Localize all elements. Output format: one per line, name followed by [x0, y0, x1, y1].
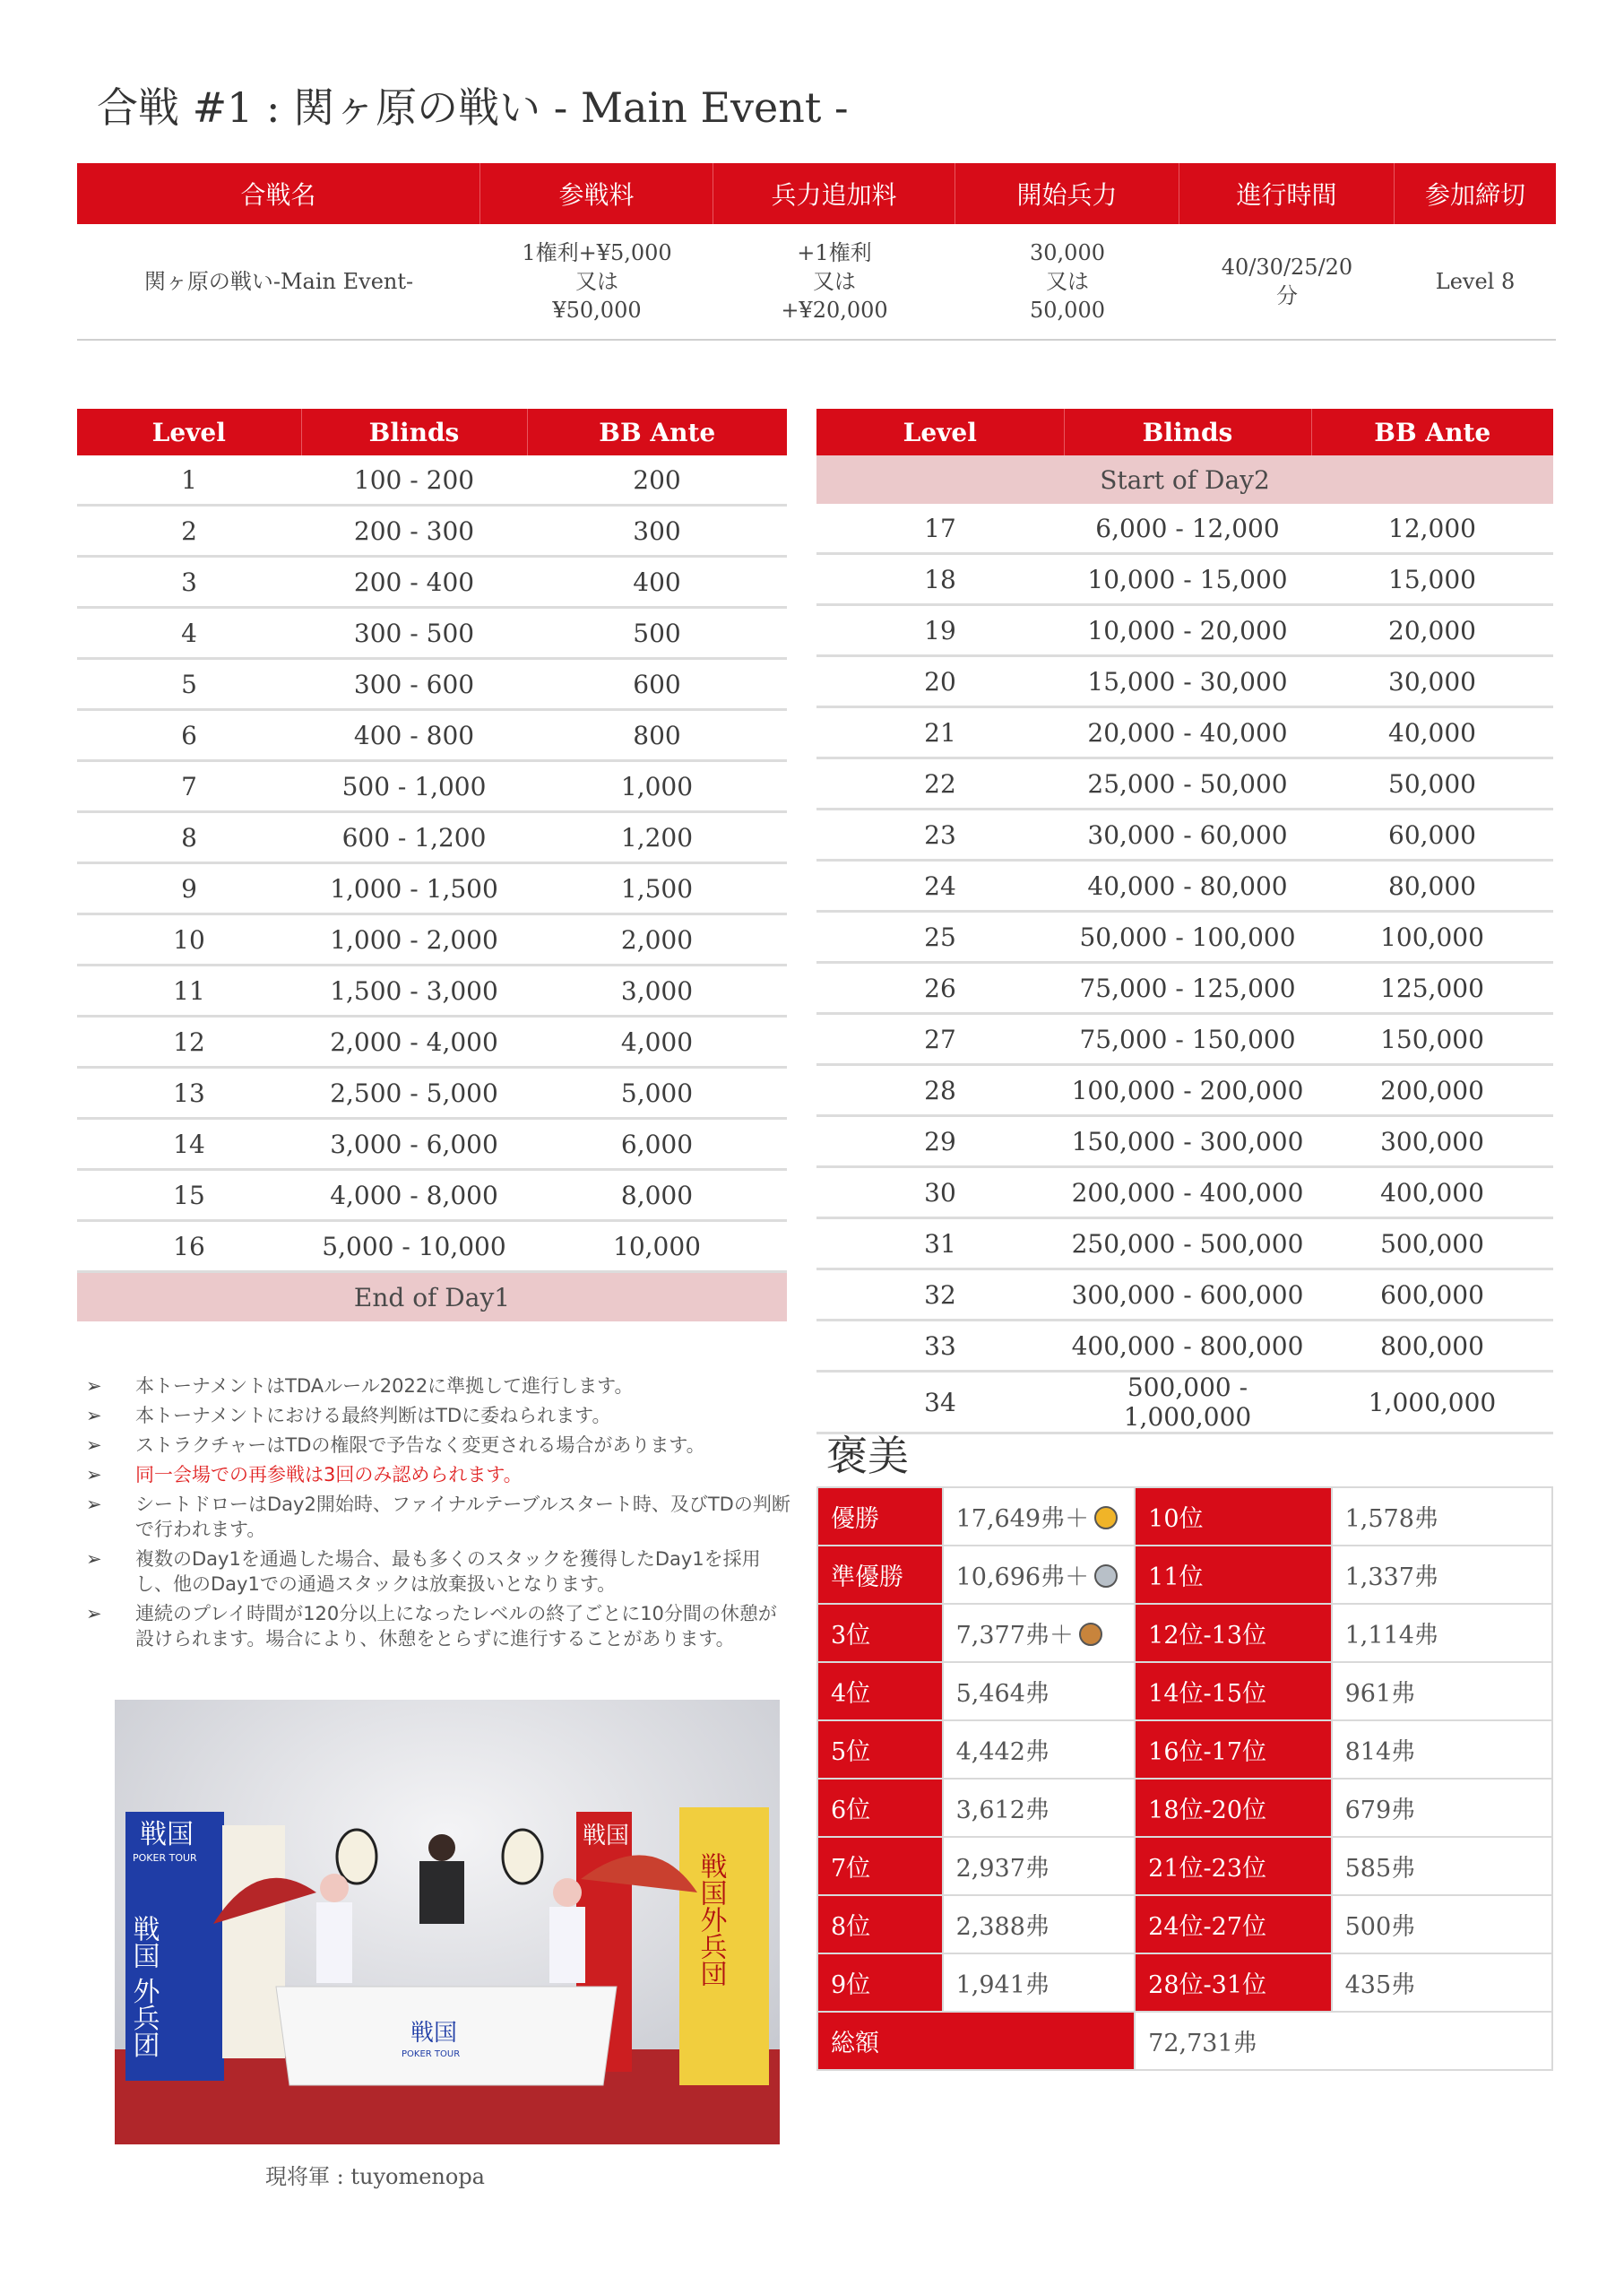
- tournament-notes: [86, 1373, 794, 1656]
- note-text: 本トーナメントはTDAルール2022に準拠して進行します。: [135, 1375, 634, 1397]
- level-cell: 4: [77, 608, 301, 659]
- arrow-bullet-icon: ➢: [86, 1494, 102, 1515]
- table-row: [816, 656, 1553, 707]
- ante-cell: 1,500: [527, 863, 787, 914]
- level-cell: 15: [77, 1170, 301, 1221]
- bb-ante-header: BB Ante: [1311, 409, 1553, 455]
- table-row: [816, 1218, 1553, 1269]
- gold-medal-icon: [1094, 1506, 1118, 1529]
- blinds-cell: 3,000 - 6,000: [301, 1119, 527, 1170]
- level-cell: 21: [816, 707, 1064, 758]
- prize-amount-text: 3,612弗: [955, 1797, 1050, 1824]
- prize-amount-text: 7,377弗＋: [955, 1622, 1074, 1650]
- ante-cell: 2,000: [527, 914, 787, 966]
- ante-cell: 300: [527, 506, 787, 557]
- level-cell: 34: [816, 1372, 1064, 1433]
- table-row: [816, 1167, 1553, 1218]
- place-label: 5位: [817, 1720, 943, 1779]
- arrow-bullet-icon: ➢: [86, 1375, 102, 1397]
- svg-text:POKER TOUR: POKER TOUR: [133, 1852, 197, 1864]
- ante-cell: 30,000: [1311, 656, 1553, 707]
- blinds-cell: 300 - 600: [301, 659, 527, 710]
- table-row: [816, 1269, 1553, 1321]
- ante-cell: 4,000: [527, 1017, 787, 1068]
- level-cell: 11: [77, 966, 301, 1017]
- table-row: [77, 812, 787, 863]
- level-cell: 23: [816, 810, 1064, 861]
- prize-row: [817, 1604, 1552, 1662]
- prize-table: [816, 1486, 1553, 2071]
- blinds-cell: 5,000 - 10,000: [301, 1221, 527, 1272]
- blinds-cell: 500,000 - 1,000,000: [1064, 1372, 1311, 1433]
- ante-cell: 200,000: [1311, 1065, 1553, 1116]
- note-item: [86, 1601, 794, 1651]
- level-header: Level: [77, 409, 301, 455]
- place-label: 優勝: [817, 1487, 943, 1546]
- header-cell: 参戦料: [480, 163, 713, 224]
- ante-cell: 50,000: [1311, 758, 1553, 810]
- ante-cell: 6,000: [527, 1119, 787, 1170]
- level-cell: 24: [816, 861, 1064, 912]
- day1-blind-structure-table: [77, 409, 787, 1321]
- end-of-day1: End of Day1: [77, 1272, 787, 1322]
- header-cell: 合戦名: [77, 163, 480, 224]
- prize-row: [817, 1662, 1552, 1720]
- blinds-cell: 10,000 - 20,000: [1064, 605, 1311, 656]
- prize-row: [817, 1895, 1552, 1953]
- prize-amount: [943, 1546, 1136, 1604]
- note-item: [86, 1462, 794, 1487]
- photo-caption: 現将軍 : tuyomenopa: [265, 2164, 485, 2189]
- level-cell: 22: [816, 758, 1064, 810]
- level-cell: 18: [816, 554, 1064, 605]
- level-cell: 7: [77, 761, 301, 812]
- arrow-bullet-icon: ➢: [86, 1434, 102, 1456]
- blinds-cell: 15,000 - 30,000: [1064, 656, 1311, 707]
- header-cell: 参加締切: [1424, 180, 1525, 210]
- level-cell: 8: [77, 812, 301, 863]
- table-row: [816, 758, 1553, 810]
- blinds-cell: 100 - 200: [301, 455, 527, 506]
- table-row: [77, 761, 787, 812]
- blinds-cell: 30,000 - 60,000: [1064, 810, 1311, 861]
- prize-row: [817, 1953, 1552, 2012]
- event-info-row: [77, 224, 1556, 341]
- prize-amount-text: 2,937弗: [955, 1855, 1050, 1883]
- table-row: [77, 608, 787, 659]
- note-item: [86, 1403, 794, 1428]
- table-row: [816, 1321, 1553, 1372]
- arrow-bullet-icon: ➢: [86, 1464, 102, 1485]
- blinds-cell: 2,500 - 5,000: [301, 1068, 527, 1119]
- table-row: [816, 1014, 1553, 1065]
- table-row: [816, 504, 1553, 554]
- level-cell: 9: [77, 863, 301, 914]
- place-label: 12位-13位: [1135, 1604, 1331, 1662]
- table-row: [816, 1116, 1553, 1167]
- level-cell: 13: [77, 1068, 301, 1119]
- ante-cell: 5,000: [527, 1068, 787, 1119]
- note-text: 連続のプレイ時間が120分以上になったレベルの終了ごとに10分間の休憩が設けられます。場合により、休憩をとらずに進行することがあります。: [135, 1603, 777, 1650]
- place-label: 4位: [817, 1662, 943, 1720]
- ante-cell: 10,000: [527, 1221, 787, 1272]
- arrow-bullet-icon: ➢: [86, 1405, 102, 1426]
- svg-text:戦国 外兵团: 戦国 外兵团: [127, 1915, 160, 2058]
- arrow-bullet-icon: ➢: [86, 1548, 102, 1570]
- blinds-cell: 40,000 - 80,000: [1064, 861, 1311, 912]
- ante-cell: 12,000: [1311, 504, 1553, 554]
- table-row: [77, 455, 787, 506]
- prize-amount: 1,337弗: [1332, 1546, 1552, 1604]
- level-cell: 31: [816, 1218, 1064, 1269]
- place-label: 6位: [817, 1779, 943, 1837]
- ante-cell: 1,200: [527, 812, 787, 863]
- level-cell: 28: [816, 1065, 1064, 1116]
- prize-amount: [943, 1953, 1136, 2012]
- place-label: 11位: [1135, 1546, 1331, 1604]
- ante-cell: 80,000: [1311, 861, 1553, 912]
- ante-cell: 125,000: [1311, 963, 1553, 1014]
- prize-amount: [943, 1895, 1136, 1953]
- day2-rows: [816, 455, 1553, 1433]
- table-row: [77, 557, 787, 608]
- late-registration: Level 8: [1435, 269, 1516, 294]
- level-cell: 26: [816, 963, 1064, 1014]
- table-row: [77, 1221, 787, 1272]
- svg-text:POKER TOUR: POKER TOUR: [402, 2049, 461, 2059]
- header-cell: 開始兵力: [955, 163, 1179, 224]
- header-cell: 進行時間: [1179, 163, 1395, 224]
- table-row: [77, 1119, 787, 1170]
- level-duration: 40/30/25/20 分: [1221, 255, 1353, 308]
- place-label: 24位-27位: [1135, 1895, 1331, 1953]
- ante-cell: 15,000: [1311, 554, 1553, 605]
- place-label: 14位-15位: [1135, 1662, 1331, 1720]
- blinds-cell: 400 - 800: [301, 710, 527, 761]
- svg-text:戦国: 戦国: [140, 1819, 194, 1850]
- level-cell: 30: [816, 1167, 1064, 1218]
- note-text: シートドローはDay2開始時、ファイナルテーブルスタート時、及びTDの判断で行われます。: [135, 1494, 790, 1540]
- level-header: Level: [816, 409, 1064, 455]
- bb-ante-header: BB Ante: [527, 409, 787, 455]
- prize-row: [817, 1487, 1552, 1546]
- blinds-cell: 25,000 - 50,000: [1064, 758, 1311, 810]
- blinds-cell: 100,000 - 200,000: [1064, 1065, 1311, 1116]
- blinds-cell: 1,000 - 1,500: [301, 863, 527, 914]
- prize-amount: 500弗: [1332, 1895, 1552, 1953]
- table-row: [816, 1372, 1553, 1433]
- prize-amount-text: 17,649弗＋: [955, 1505, 1090, 1533]
- prize-amount: [943, 1720, 1136, 1779]
- prize-amount: 1,578弗: [1332, 1487, 1552, 1546]
- blinds-header: Blinds: [301, 409, 527, 455]
- blinds-cell: 300 - 500: [301, 608, 527, 659]
- prize-amount-text: 2,388弗: [955, 1913, 1050, 1941]
- header-cell: 兵力追加料: [713, 163, 955, 224]
- svg-text:戦国: 戦国: [583, 1823, 630, 1849]
- place-label: 3位: [817, 1604, 943, 1662]
- ante-cell: 1,000: [527, 761, 787, 812]
- prize-amount: 435弗: [1332, 1953, 1552, 2012]
- prize-amount: 814弗: [1332, 1720, 1552, 1779]
- prize-amount: 679弗: [1332, 1779, 1552, 1837]
- level-cell: 6: [77, 710, 301, 761]
- level-cell: 25: [816, 912, 1064, 963]
- prize-amount-text: 10,696弗＋: [955, 1563, 1090, 1591]
- level-cell: 3: [77, 557, 301, 608]
- blinds-cell: 75,000 - 150,000: [1064, 1014, 1311, 1065]
- silver-medal-icon: [1094, 1564, 1118, 1588]
- ante-cell: 500,000: [1311, 1218, 1553, 1269]
- prize-row: [817, 1837, 1552, 1895]
- blinds-cell: 4,000 - 8,000: [301, 1170, 527, 1221]
- total-row: [817, 2012, 1552, 2070]
- table-row: [77, 710, 787, 761]
- level-cell: 20: [816, 656, 1064, 707]
- place-label: 21位-23位: [1135, 1837, 1331, 1895]
- addon-fee: +1権利 又は +¥20,000: [781, 240, 888, 323]
- prize-row: [817, 1546, 1552, 1604]
- ante-cell: 40,000: [1311, 707, 1553, 758]
- level-cell: 33: [816, 1321, 1064, 1372]
- place-label: 10位: [1135, 1487, 1331, 1546]
- place-label: 16位-17位: [1135, 1720, 1331, 1779]
- prize-amount: [943, 1604, 1136, 1662]
- ante-cell: 20,000: [1311, 605, 1553, 656]
- table-row: [77, 1017, 787, 1068]
- ante-cell: 150,000: [1311, 1014, 1553, 1065]
- table-row: [816, 605, 1553, 656]
- event-info-header: [77, 163, 1556, 224]
- total-label: 総額: [817, 2012, 1135, 2070]
- blinds-cell: 500 - 1,000: [301, 761, 527, 812]
- prize-amount: 1,114弗: [1332, 1604, 1552, 1662]
- day-divider-row: [816, 455, 1553, 504]
- table-row: [816, 810, 1553, 861]
- note-item: [86, 1546, 794, 1597]
- table-row: [77, 659, 787, 710]
- level-cell: 10: [77, 914, 301, 966]
- bronze-medal-icon: [1079, 1623, 1102, 1646]
- starting-stack: 30,000 又は 50,000: [1030, 240, 1105, 323]
- blinds-cell: 250,000 - 500,000: [1064, 1218, 1311, 1269]
- ante-cell: 200: [527, 455, 787, 506]
- start-of-day2: Start of Day2: [816, 455, 1553, 504]
- level-cell: 14: [77, 1119, 301, 1170]
- svg-text:戦国外兵団: 戦国外兵団: [695, 1852, 727, 1987]
- table-row: [77, 506, 787, 557]
- ante-cell: 600,000: [1311, 1269, 1553, 1321]
- prize-amount: [943, 1837, 1136, 1895]
- day-divider-row: [77, 1272, 787, 1322]
- prize-amount: 961弗: [1332, 1662, 1552, 1720]
- table-row: [816, 554, 1553, 605]
- entry-fee: 1権利+¥5,000 又は ¥50,000: [522, 240, 672, 323]
- prize-amount: 585弗: [1332, 1837, 1552, 1895]
- place-label: 28位-31位: [1135, 1953, 1331, 2012]
- table-row: [816, 912, 1553, 963]
- blinds-cell: 200,000 - 400,000: [1064, 1167, 1311, 1218]
- ante-cell: 8,000: [527, 1170, 787, 1221]
- level-cell: 32: [816, 1269, 1064, 1321]
- prize-amount: [943, 1487, 1136, 1546]
- prize-amount: [943, 1779, 1136, 1837]
- level-cell: 27: [816, 1014, 1064, 1065]
- day1-rows: [77, 455, 787, 1321]
- note-text: ストラクチャーはTDの権限で予告なく変更される場合があります。: [135, 1434, 705, 1456]
- level-cell: 1: [77, 455, 301, 506]
- ante-cell: 500: [527, 608, 787, 659]
- note-text: 複数のDay1を通過した場合、最も多くのスタックを獲得したDay1を採用し、他のDay1での通過スタックは放棄扱いとなります。: [135, 1548, 761, 1595]
- table-row: [77, 914, 787, 966]
- event-name: 関ヶ原の戦い-Main Event-: [143, 269, 414, 294]
- ante-cell: 800: [527, 710, 787, 761]
- ante-cell: 800,000: [1311, 1321, 1553, 1372]
- prize-amount-text: 5,464弗: [955, 1680, 1050, 1708]
- prize-title: 褒美: [826, 1432, 909, 1480]
- note-text: 同一会場での再参戦は3回のみ認められます。: [135, 1464, 523, 1485]
- table-row: [816, 963, 1553, 1014]
- total-amount: 72,731弗: [1135, 2012, 1552, 2070]
- place-label: 18位-20位: [1135, 1779, 1331, 1837]
- blinds-cell: 300,000 - 600,000: [1064, 1269, 1311, 1321]
- prize-amount: [943, 1662, 1136, 1720]
- place-label: 準優勝: [817, 1546, 943, 1604]
- place-label: 7位: [817, 1837, 943, 1895]
- note-item: [86, 1492, 794, 1542]
- blinds-cell: 75,000 - 125,000: [1064, 963, 1311, 1014]
- table-row: [77, 863, 787, 914]
- event-photo: [115, 1700, 780, 2144]
- prize-amount-text: 1,941弗: [955, 1971, 1050, 1999]
- blinds-cell: 6,000 - 12,000: [1064, 504, 1311, 554]
- page-title: 合戦 #1 : 関ヶ原の戦い - Main Event -: [97, 83, 849, 132]
- level-cell: 17: [816, 504, 1064, 554]
- level-cell: 2: [77, 506, 301, 557]
- ante-cell: 400: [527, 557, 787, 608]
- blinds-cell: 150,000 - 300,000: [1064, 1116, 1311, 1167]
- blinds-cell: 2,000 - 4,000: [301, 1017, 527, 1068]
- blinds-cell: 10,000 - 15,000: [1064, 554, 1311, 605]
- prize-row: [817, 1720, 1552, 1779]
- table-row: [816, 1065, 1553, 1116]
- ante-cell: 60,000: [1311, 810, 1553, 861]
- level-cell: 19: [816, 605, 1064, 656]
- ante-cell: 3,000: [527, 966, 787, 1017]
- prize-row: [817, 1779, 1552, 1837]
- table-row: [816, 861, 1553, 912]
- blinds-cell: 200 - 300: [301, 506, 527, 557]
- prize-amount-text: 4,442弗: [955, 1738, 1050, 1766]
- place-label: 9位: [817, 1953, 943, 2012]
- arrow-bullet-icon: ➢: [86, 1603, 102, 1624]
- table-row: [77, 1068, 787, 1119]
- blinds-cell: 50,000 - 100,000: [1064, 912, 1311, 963]
- table-row: [77, 1170, 787, 1221]
- blinds-cell: 200 - 400: [301, 557, 527, 608]
- note-item: [86, 1433, 794, 1458]
- level-cell: 16: [77, 1221, 301, 1272]
- day2-blind-structure-table: [816, 409, 1553, 1434]
- blinds-cell: 600 - 1,200: [301, 812, 527, 863]
- level-cell: 5: [77, 659, 301, 710]
- blinds-header: Blinds: [1064, 409, 1311, 455]
- blinds-cell: 1,000 - 2,000: [301, 914, 527, 966]
- blinds-cell: 20,000 - 40,000: [1064, 707, 1311, 758]
- place-label: 8位: [817, 1895, 943, 1953]
- blinds-cell: 1,500 - 3,000: [301, 966, 527, 1017]
- note-item: [86, 1373, 794, 1399]
- ante-cell: 400,000: [1311, 1167, 1553, 1218]
- svg-text:戦国: 戦国: [410, 2020, 458, 2047]
- note-text: 本トーナメントにおける最終判断はTDに委ねられます。: [135, 1405, 611, 1426]
- ante-cell: 300,000: [1311, 1116, 1553, 1167]
- ante-cell: 100,000: [1311, 912, 1553, 963]
- level-cell: 29: [816, 1116, 1064, 1167]
- ante-cell: 1,000,000: [1311, 1372, 1553, 1433]
- event-info-table: [77, 163, 1556, 341]
- level-cell: 12: [77, 1017, 301, 1068]
- blinds-cell: 400,000 - 800,000: [1064, 1321, 1311, 1372]
- table-row: [816, 707, 1553, 758]
- ante-cell: 600: [527, 659, 787, 710]
- table-row: [77, 966, 787, 1017]
